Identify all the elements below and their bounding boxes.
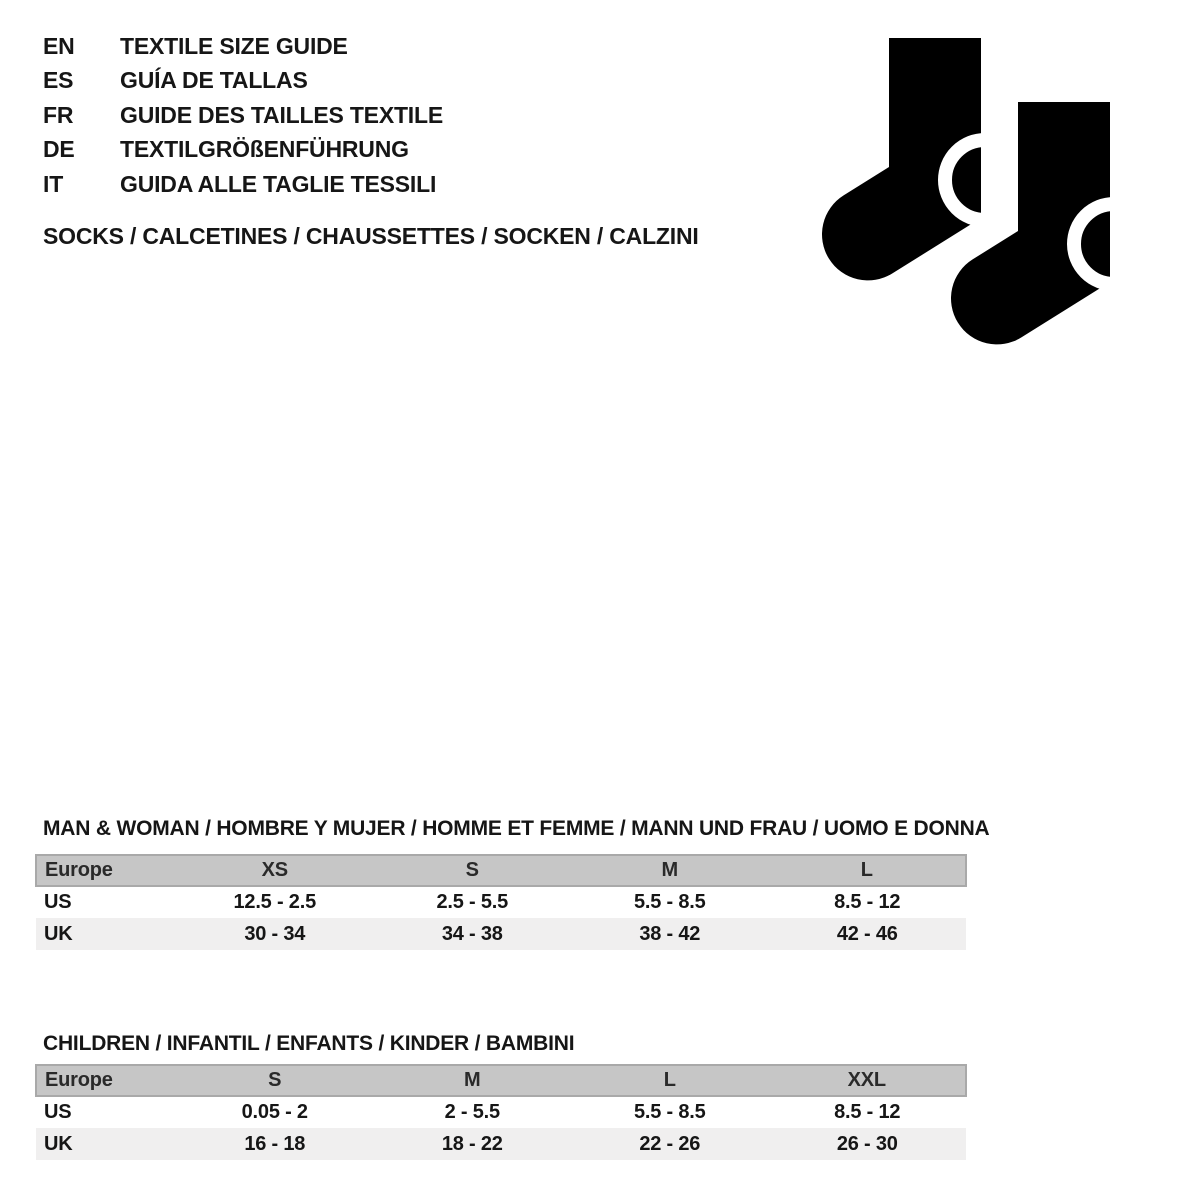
children-table-title: CHILDREN / INFANTIL / ENFANTS / KINDER / BAMBINI: [43, 1032, 575, 1055]
children-us-l-value: 5.5 - 8.5: [633, 1101, 706, 1123]
column-header-xs: XS: [176, 855, 374, 886]
man-woman-us-row: [36, 886, 966, 918]
children-row-label-uk: UK: [44, 1132, 73, 1155]
guide-title-it: GUIDA ALLE TAGLIE TESSILI: [120, 170, 437, 197]
children-column-header-s: S: [176, 1065, 374, 1096]
category-line: SOCKS / CALCETINES / CHAUSSETTES / SOCKEN / CALZINI: [43, 222, 699, 249]
uk-xs-value: 30 - 34: [244, 922, 306, 945]
us-l-value: 8.5 - 12: [834, 891, 901, 913]
children-uk-xxl-value: 26 - 30: [836, 1132, 898, 1155]
sock-left-icon: [822, 38, 1025, 280]
socks-icon: [779, 28, 1119, 358]
children-us-m-value: 2 - 5.5: [444, 1101, 500, 1123]
language-row-it: [43, 167, 443, 202]
children-uk-l-value: 22 - 26: [639, 1132, 701, 1155]
uk-s-value: 34 - 38: [441, 922, 503, 945]
children-column-header-europe: Europe: [36, 1065, 176, 1096]
man-woman-uk-row: [36, 918, 966, 950]
column-header-l: L: [769, 855, 967, 886]
children-us-xxl-value: 8.5 - 12: [834, 1101, 901, 1123]
man-woman-table-title: MAN & WOMAN / HOMBRE Y MUJER / HOMME ET FEMME / MANN UND FRAU / UOMO E DONNA: [43, 817, 990, 840]
language-code-it: IT: [43, 170, 64, 197]
guide-title-fr: GUIDE DES TAILLES TEXTILE: [120, 101, 443, 128]
guide-title-es: GUÍA DE TALLAS: [120, 67, 308, 94]
language-row-es: [43, 64, 443, 99]
column-header-s: S: [374, 855, 572, 886]
children-column-header-m: M: [374, 1065, 572, 1096]
column-header-m: M: [571, 855, 769, 886]
language-code-fr: FR: [43, 101, 74, 128]
children-size-table: [35, 1064, 967, 1160]
uk-l-value: 42 - 46: [836, 922, 898, 945]
children-us-row: [36, 1096, 966, 1128]
language-code-en: EN: [43, 32, 75, 59]
language-code-es: ES: [43, 67, 74, 94]
guide-title-de: TEXTILGRÖßENFÜHRUNG: [120, 136, 409, 163]
row-label-uk: UK: [44, 922, 73, 945]
language-row-fr: [43, 98, 443, 133]
children-uk-row: [36, 1128, 966, 1160]
man-woman-size-table: [35, 854, 967, 950]
children-column-header-l: L: [571, 1065, 769, 1096]
children-header-row: [36, 1065, 966, 1096]
us-m-value: 5.5 - 8.5: [633, 891, 706, 913]
children-us-s-value: 0.05 - 2: [241, 1101, 308, 1123]
column-header-europe: Europe: [36, 855, 176, 886]
us-xs-value: 12.5 - 2.5: [233, 891, 316, 913]
language-title-block: [43, 29, 443, 202]
children-column-header-xxl: XXL: [769, 1065, 967, 1096]
us-s-value: 2.5 - 5.5: [436, 891, 509, 913]
language-code-de: DE: [43, 136, 75, 163]
language-row-en: [43, 29, 443, 64]
guide-title-en: TEXTILE SIZE GUIDE: [120, 32, 348, 59]
children-uk-s-value: 16 - 18: [244, 1132, 306, 1155]
children-uk-m-value: 18 - 22: [441, 1132, 503, 1155]
man-woman-header-row: [36, 855, 966, 886]
row-label-us: US: [44, 891, 72, 913]
uk-m-value: 38 - 42: [639, 922, 701, 945]
children-row-label-us: US: [44, 1101, 72, 1123]
language-row-de: [43, 133, 443, 168]
